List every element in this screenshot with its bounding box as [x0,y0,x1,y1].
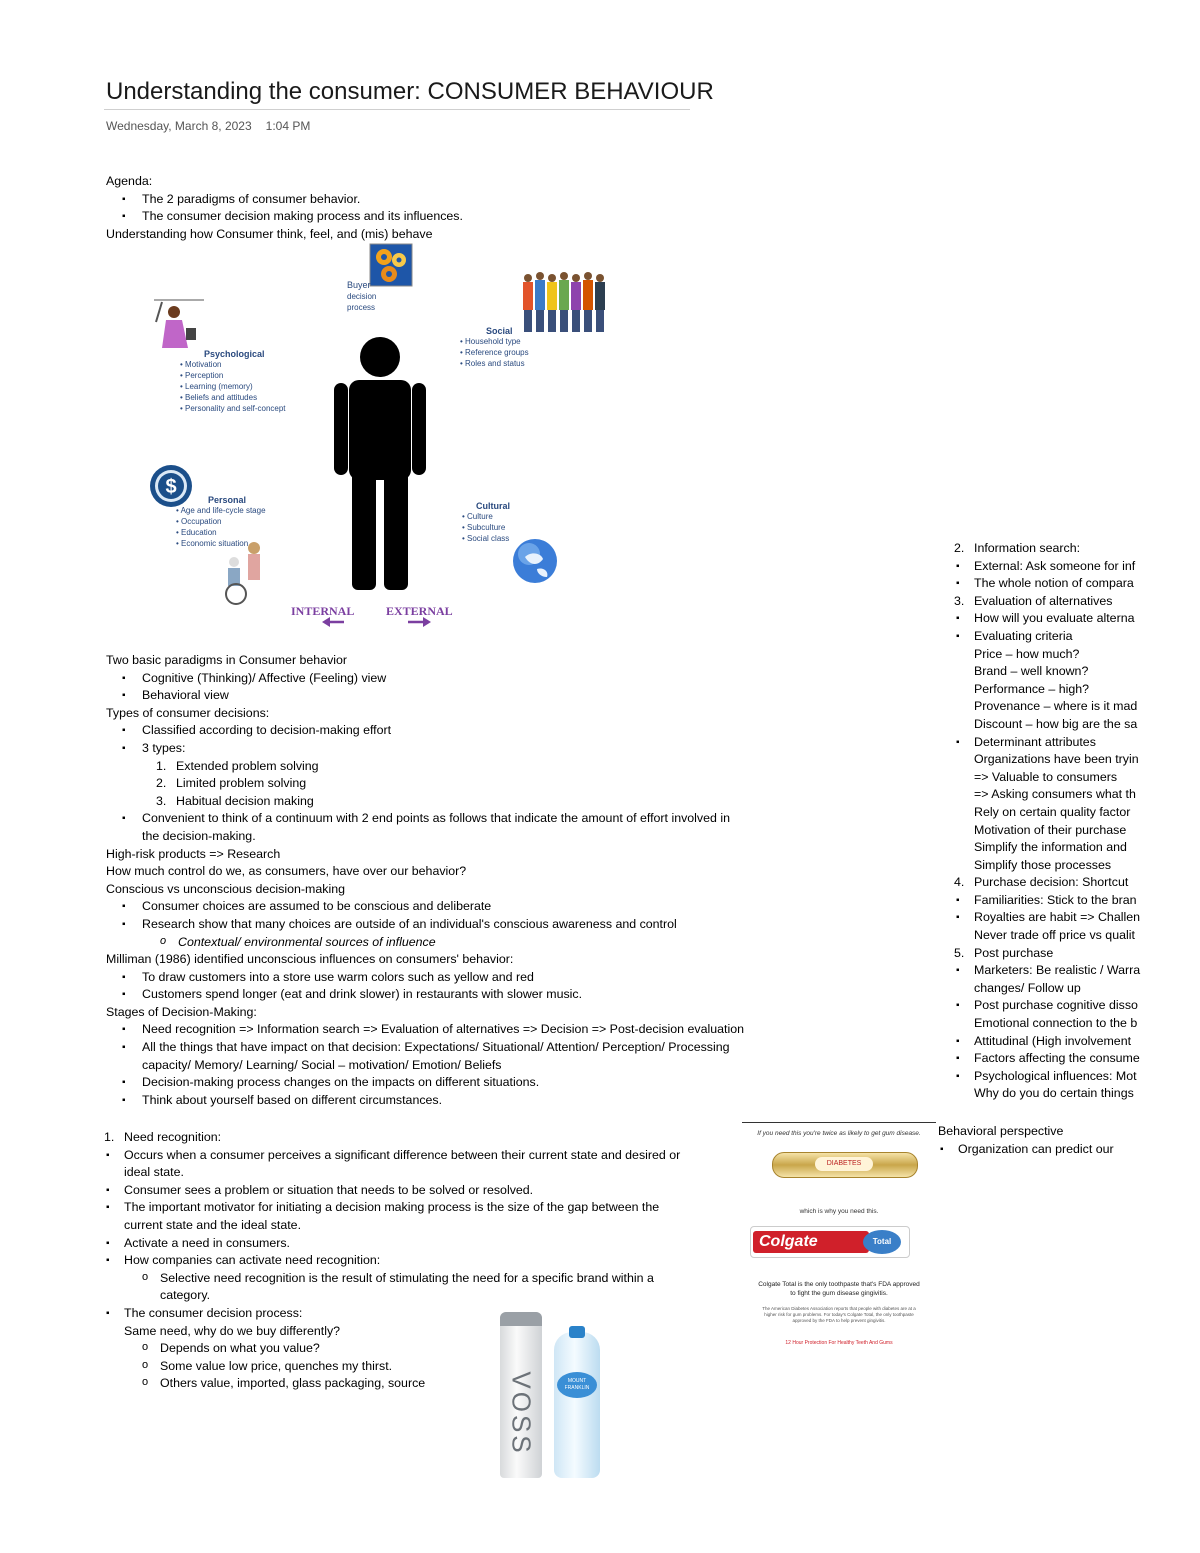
continuation-line: ideal state. [124,1165,184,1180]
numbered-item [106,758,744,776]
agenda-item: ▪ The consumer decision making process and its influences. [106,208,463,226]
water-bottles-image [496,1312,606,1482]
item-number: 4. [954,875,965,890]
continuation-line: Brand – well known? [974,664,1089,679]
item-text: Limited problem solving [176,776,307,791]
continuation-line: Same need, why do we buy differently? [124,1323,341,1338]
note-heading: Milliman (1986) identified unconscious influences on consumers' behavior: [106,952,514,967]
bullet-item: ▪ How companies can activate need recognition: [104,1252,680,1270]
person-figure [334,337,426,590]
bullet-item: ▪ Attitudinal (High involvement [954,1033,1146,1051]
continuation-line: Price – how much? [974,646,1080,661]
continuation-line: current state and the ideal state. [124,1217,302,1232]
bullet-item: ▪ Factors affecting the consume [954,1050,1146,1068]
psychological-factors: Psychological • Motivation • Perception • Learning (memory) • Beliefs and attitudes • Personality and self-concept [180,349,286,413]
personal-heading: Personal [208,495,247,505]
item-text: Evaluation of alternatives [974,593,1113,608]
bullet-item: ▪ All the things that have impact on that decision: Expectations/ Situational/ Attention/ Perception/ Processing [106,1039,744,1057]
personal-factors: Personal • Age and life-cycle stage • Occupation • Education • Economic situation [176,495,266,548]
understanding-line: Understanding how Consumer think, feel, and (mis) behave [106,226,433,241]
item-text: Post purchase [974,945,1054,960]
colgate-ad [742,1122,936,1382]
consumer-influences-diagram [140,240,620,635]
voss-label: VOSS [506,1371,537,1456]
bullet-item: ▪ Research show that many choices are outside of an individual's conscious awareness and control [106,916,744,934]
bullet-item: ▪ Classified according to decision-making effort [106,722,744,740]
sub-bullet-item: o Depends on what you value? [104,1340,680,1358]
ad-headline: If you need this you're twice as likely to get gum disease. [757,1130,921,1137]
note-heading: Two basic paradigms in Consumer behavior [106,653,348,667]
continuation-line: category. [160,1288,211,1303]
continuation-line: Performance – high? [974,681,1090,696]
ad-claim: Colgate Total is the only toothpaste that's FDA approved to fight the gum disease gingivitis. [758,1281,920,1297]
bullet-item: ▪ The consumer decision process: [104,1305,680,1323]
continuation-line: => Valuable to consumers [974,769,1118,784]
psychological-heading: Psychological [204,349,265,359]
continuation-line: Emotional connection to the b [974,1016,1138,1031]
behavioral-perspective [938,1123,1146,1158]
continuation-line: Simplify those processes [974,857,1112,872]
note-heading: Types of consumer decisions: [106,705,270,720]
teacher-icon [154,300,204,348]
behavioral-item: ▪ Organization can predict our [938,1141,1146,1159]
numbered-item [106,793,744,811]
bullet-item: ▪ Post purchase cognitive disso [954,997,1146,1015]
numbered-item [106,775,744,793]
continuation-line: Organizations have been tryin [974,752,1139,767]
numbered-heading [104,1129,680,1147]
bullet-item: ▪ Occurs when a consumer perceives a significant difference between their current state and desired or [104,1147,680,1165]
buyer-decision-label: Buyer decision process [347,280,377,312]
bullet-item: ▪ Royalties are habit => Challen [954,909,1146,927]
continuation-line: Motivation of their purchase [974,822,1127,837]
item-number: 3. [156,793,167,808]
item-text: Extended problem solving [176,758,319,773]
cultural-factors: Cultural • Culture • Subculture • Social class [462,501,511,543]
sub-bullet-item: o Selective need recognition is the result of stimulating the need for a specific brand within a [104,1270,680,1288]
bullet-item: ▪ Customers spend longer (eat and drink slower) in restaurants with slower music. [106,986,744,1004]
bullet-item: ▪ External: Ask someone for inf [954,558,1146,576]
mf-cap [569,1326,585,1338]
continuation-line: Provenance – where is it mad [974,699,1138,714]
item-text: Information search: [974,541,1081,555]
item-number: 2. [156,776,167,791]
diagram-graphics [140,240,620,635]
title-divider [104,109,690,110]
bullet-item: ▪ Familiarities: Stick to the bran [954,892,1146,910]
numbered-heading [954,540,1146,558]
item-text: Habitual decision making [176,793,314,808]
voss-bottle [500,1312,542,1478]
agenda-item: ▪ The 2 paradigms of consumer behavior. [106,191,463,209]
sub-bullet-item: o Others value, imported, glass packaging, source [104,1375,680,1393]
bullet-item: ▪ Consumer choices are assumed to be conscious and deliberate [106,898,744,916]
total-badge: Total [863,1230,901,1254]
colgate-logo: Colgate [753,1231,869,1253]
bullet-item: ▪ The whole notion of compara [954,575,1146,593]
globe-icon [513,539,557,583]
bullet-item: ▪ Determinant attributes [954,734,1146,752]
item-number: 1. [104,1130,115,1144]
continuation-line: changes/ Follow up [974,980,1081,995]
continuation-line: the decision-making. [142,828,256,843]
bullet-item: ▪ Think about yourself based on different circumstances. [106,1092,744,1110]
item-number: 2. [954,541,965,555]
sub-bullet-item: o Contextual/ environmental sources of influence [106,934,744,952]
mount-franklin-bottle [554,1332,600,1478]
social-heading: Social [486,326,513,336]
social-factors: Social • Household type • Reference groups • Roles and status [460,326,529,368]
ad-middle-text: which is why you need this. [799,1208,879,1215]
voss-cap [500,1312,542,1326]
page-title: Understanding the consumer: CONSUMER BEHAVIOUR [106,78,714,105]
bullet-item: ▪ Need recognition => Information search => Evaluation of alternatives => Decision => Post-decision evaluation [106,1021,744,1039]
date-text: Wednesday, March 8, 2023 [106,119,252,133]
agenda-heading: Agenda: [106,174,153,188]
note-heading: Stages of Decision-Making: [106,1004,257,1019]
time-text: 1:04 PM [265,119,311,133]
note-heading: Conscious vs unconscious decision-making [106,881,345,896]
cultural-heading: Cultural [476,501,511,511]
continuation-line: Why do you do certain things [974,1086,1134,1101]
bullet-item: ▪ Marketers: Be realistic / Warra [954,962,1146,980]
note-heading: How much control do we, as consumers, have over our behavior? [106,864,467,879]
bullet-item: ▪ Evaluating criteria [954,628,1146,646]
medical-bracelet [772,1152,918,1178]
continuation-line: Discount – how big are the sa [974,716,1138,731]
toothpaste-tube [750,1226,910,1258]
bullet-item: ▪ The important motivator for initiating a decision making process is the size of the gap between the [104,1199,680,1217]
note-heading: High-risk products => Research [106,846,281,861]
internal-label: INTERNAL [291,604,355,618]
bullet-item: ▪ To draw customers into a store use warm colors such as yellow and red [106,969,744,987]
item-number: 3. [954,593,965,608]
continuation-line: Never trade off price vs qualit [974,928,1135,943]
behavioral-heading: Behavioral perspective [938,1124,1064,1138]
bullet-item: ▪ Convenient to think of a continuum with 2 end points as follows that indicate the amount of effort involved in [106,810,744,828]
external-label: EXTERNAL [386,604,453,618]
item-text: Purchase decision: Shortcut [974,875,1129,890]
continuation-line: Rely on certain quality factor [974,804,1131,819]
numbered-heading [954,874,1146,892]
sub-bullet-item: o Some value low price, quenches my thirst. [104,1358,680,1376]
main-notes [106,652,744,1109]
ad-fine-print: The American Diabetes Association reports that people with diabetes are at a higher risk for gum problems. For today's Colgate Total, the only toothpaste approved by the FDA to help prevent gingivitis. [762,1306,916,1323]
page-date [106,119,310,133]
right-column-notes [954,540,1146,1110]
ad-footer: 12 Hour Protection For Healthy Teeth And Gums [785,1340,893,1346]
agenda-section [106,173,463,243]
bullet-item: ▪ Psychological influences: Mot [954,1068,1146,1086]
crowd-icon [523,272,605,332]
numbered-heading [954,593,1146,611]
bullet-item: ▪ How will you evaluate alterna [954,610,1146,628]
bullet-item: ▪ Activate a need in consumers. [104,1235,680,1253]
continuation-line: capacity/ Memory/ Learning/ Social – motivation/ Emotion/ Beliefs [142,1057,502,1072]
continuation-line: => Asking consumers what th [974,787,1136,802]
bullet-item: ▪ 3 types: [106,740,744,758]
ad-top-rule [742,1122,936,1123]
bracelet-label: DIABETES [815,1157,873,1171]
item-text: Need recognition: [124,1130,222,1144]
mf-label: MOUNT FRANKLIN [557,1372,597,1398]
bullet-item: ▪ Consumer sees a problem or situation that needs to be solved or resolved. [104,1182,680,1200]
numbered-heading [954,945,1146,963]
item-number: 1. [156,758,167,773]
bullet-item: ▪ Decision-making process changes on the impacts on different situations. [106,1074,744,1092]
item-number: 5. [954,945,965,960]
wheelchair-icon [226,542,260,604]
continuation-line: Simplify the information and [974,840,1127,855]
bullet-item: ▪ Cognitive (Thinking)/ Affective (Feeling) view [106,670,744,688]
svg-text:$: $ [165,476,177,498]
bullet-item: ▪ Behavioral view [106,687,744,705]
